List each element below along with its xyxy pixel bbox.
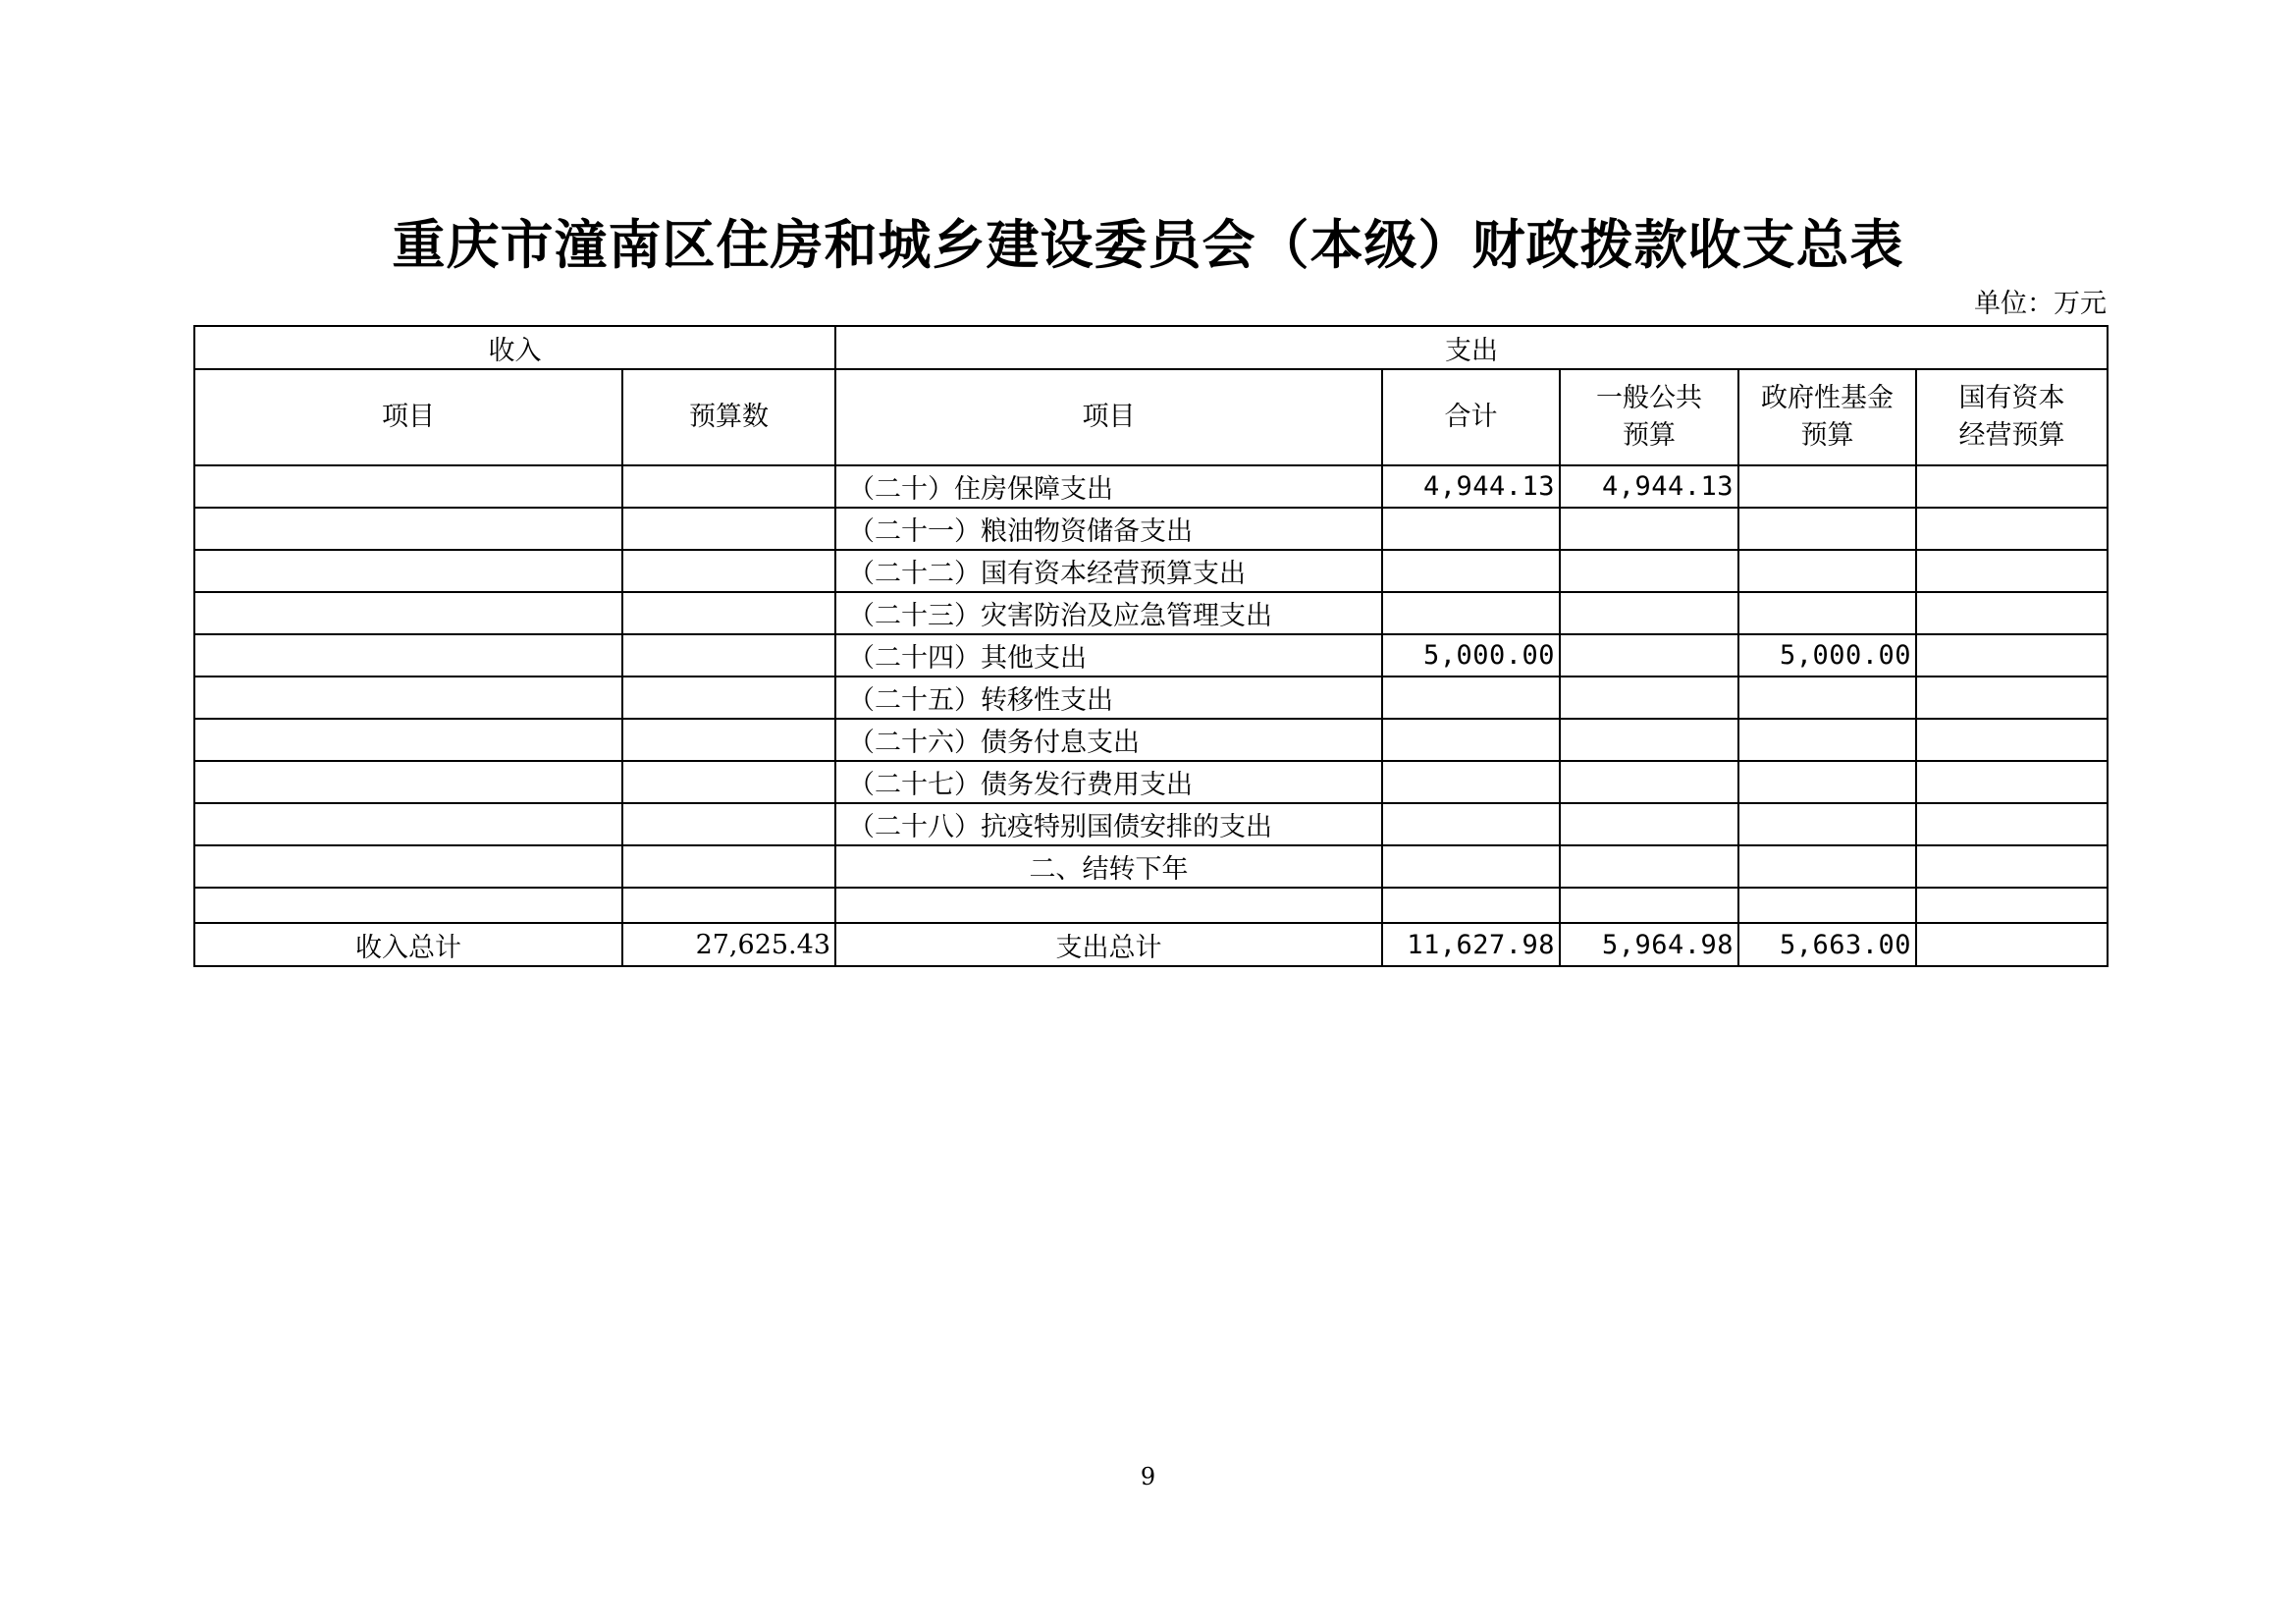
cell-income-item <box>194 634 622 677</box>
cell-total <box>1382 508 1560 550</box>
income-total-label: 收入总计 <box>194 923 622 966</box>
cell-fund <box>1738 677 1916 719</box>
blank-row <box>194 888 2108 923</box>
header-row-groups <box>194 326 2108 369</box>
cell-expense-item <box>835 888 1382 923</box>
cell-fund <box>1738 719 1916 761</box>
cell-capital <box>1916 677 2108 719</box>
cell-general <box>1560 803 1738 845</box>
expense-group-header: 支出 <box>835 326 2108 369</box>
capital-total-value <box>1916 923 2108 966</box>
cell-income-budget <box>622 677 835 719</box>
cell-expense-item: （二十）住房保障支出 <box>835 465 1382 508</box>
cell-income-budget <box>622 719 835 761</box>
table-row <box>194 592 2108 634</box>
cell-income-budget <box>622 634 835 677</box>
cell-income-item <box>194 592 622 634</box>
cell-income-item <box>194 761 622 803</box>
cell-capital <box>1916 508 2108 550</box>
income-budget-header: 预算数 <box>622 369 835 465</box>
cell-total <box>1382 761 1560 803</box>
general-public-header: 一般公共 预算 <box>1560 369 1738 465</box>
cell-expense-item: （二十一）粮油物资储备支出 <box>835 508 1382 550</box>
table-row <box>194 550 2108 592</box>
total-header: 合计 <box>1382 369 1560 465</box>
cell-fund <box>1738 761 1916 803</box>
cell-general <box>1560 719 1738 761</box>
table-row <box>194 761 2108 803</box>
cell-income-item <box>194 888 622 923</box>
cell-total <box>1382 550 1560 592</box>
cell-fund: 5,000.00 <box>1738 634 1916 677</box>
cell-capital <box>1916 761 2108 803</box>
general-total-value: 5,964.98 <box>1560 923 1738 966</box>
cell-fund <box>1738 592 1916 634</box>
cell-income-budget <box>622 803 835 845</box>
cell-fund <box>1738 803 1916 845</box>
table-row <box>194 803 2108 845</box>
cell-income-budget <box>622 550 835 592</box>
cell-income-item <box>194 845 622 888</box>
expense-total-value: 11,627.98 <box>1382 923 1560 966</box>
state-capital-header: 国有资本 经营预算 <box>1916 369 2108 465</box>
page-title: 重庆市潼南区住房和城乡建设委员会（本级）财政拨款收支总表 <box>392 214 1904 276</box>
cell-total <box>1382 803 1560 845</box>
cell-capital <box>1916 845 2108 888</box>
totals-row <box>194 923 2108 966</box>
fund-total-value: 5,663.00 <box>1738 923 1916 966</box>
cell-capital <box>1916 719 2108 761</box>
table-row <box>194 677 2108 719</box>
cell-income-item <box>194 677 622 719</box>
table-row <box>194 719 2108 761</box>
cell-income-budget <box>622 888 835 923</box>
cell-total: 5,000.00 <box>1382 634 1560 677</box>
unit-label: 单位：万元 <box>1974 289 2107 319</box>
cell-income-item <box>194 508 622 550</box>
cell-income-item <box>194 550 622 592</box>
carryover-label: 二、结转下年 <box>835 845 1382 888</box>
gov-fund-header: 政府性基金 预算 <box>1738 369 1916 465</box>
cell-fund <box>1738 465 1916 508</box>
cell-fund <box>1738 508 1916 550</box>
table-row <box>194 634 2108 677</box>
cell-expense-item: （二十四）其他支出 <box>835 634 1382 677</box>
cell-expense-item: （二十七）债务发行费用支出 <box>835 761 1382 803</box>
cell-general <box>1560 761 1738 803</box>
cell-expense-item: （二十六）债务付息支出 <box>835 719 1382 761</box>
cell-general <box>1560 592 1738 634</box>
cell-income-budget <box>622 845 835 888</box>
expense-total-label: 支出总计 <box>835 923 1382 966</box>
cell-income-budget <box>622 761 835 803</box>
cell-income-item <box>194 803 622 845</box>
table-row <box>194 508 2108 550</box>
cell-general: 4,944.13 <box>1560 465 1738 508</box>
cell-general <box>1560 508 1738 550</box>
cell-expense-item: （二十五）转移性支出 <box>835 677 1382 719</box>
income-item-header: 项目 <box>194 369 622 465</box>
cell-capital <box>1916 550 2108 592</box>
cell-income-budget <box>622 465 835 508</box>
expense-item-header: 项目 <box>835 369 1382 465</box>
income-total-value: 27,625.43 <box>622 923 835 966</box>
cell-general <box>1560 550 1738 592</box>
header-row-columns <box>194 369 2108 465</box>
cell-total <box>1382 592 1560 634</box>
cell-general <box>1560 888 1738 923</box>
cell-income-budget <box>622 592 835 634</box>
table-row <box>194 465 2108 508</box>
page-number: 9 <box>1140 1463 1156 1490</box>
budget-table <box>193 325 2109 967</box>
cell-total <box>1382 845 1560 888</box>
cell-expense-item: （二十二）国有资本经营预算支出 <box>835 550 1382 592</box>
cell-capital <box>1916 592 2108 634</box>
cell-general <box>1560 634 1738 677</box>
cell-expense-item: （二十八）抗疫特别国债安排的支出 <box>835 803 1382 845</box>
cell-general <box>1560 677 1738 719</box>
cell-capital <box>1916 803 2108 845</box>
carryover-row <box>194 845 2108 888</box>
cell-fund <box>1738 888 1916 923</box>
cell-income-budget <box>622 508 835 550</box>
cell-total: 4,944.13 <box>1382 465 1560 508</box>
cell-expense-item: （二十三）灾害防治及应急管理支出 <box>835 592 1382 634</box>
cell-capital <box>1916 888 2108 923</box>
cell-capital <box>1916 634 2108 677</box>
income-group-header: 收入 <box>194 326 835 369</box>
cell-total <box>1382 888 1560 923</box>
cell-fund <box>1738 845 1916 888</box>
cell-income-item <box>194 465 622 508</box>
cell-total <box>1382 719 1560 761</box>
cell-total <box>1382 677 1560 719</box>
cell-capital <box>1916 465 2108 508</box>
cell-fund <box>1738 550 1916 592</box>
cell-income-item <box>194 719 622 761</box>
cell-general <box>1560 845 1738 888</box>
